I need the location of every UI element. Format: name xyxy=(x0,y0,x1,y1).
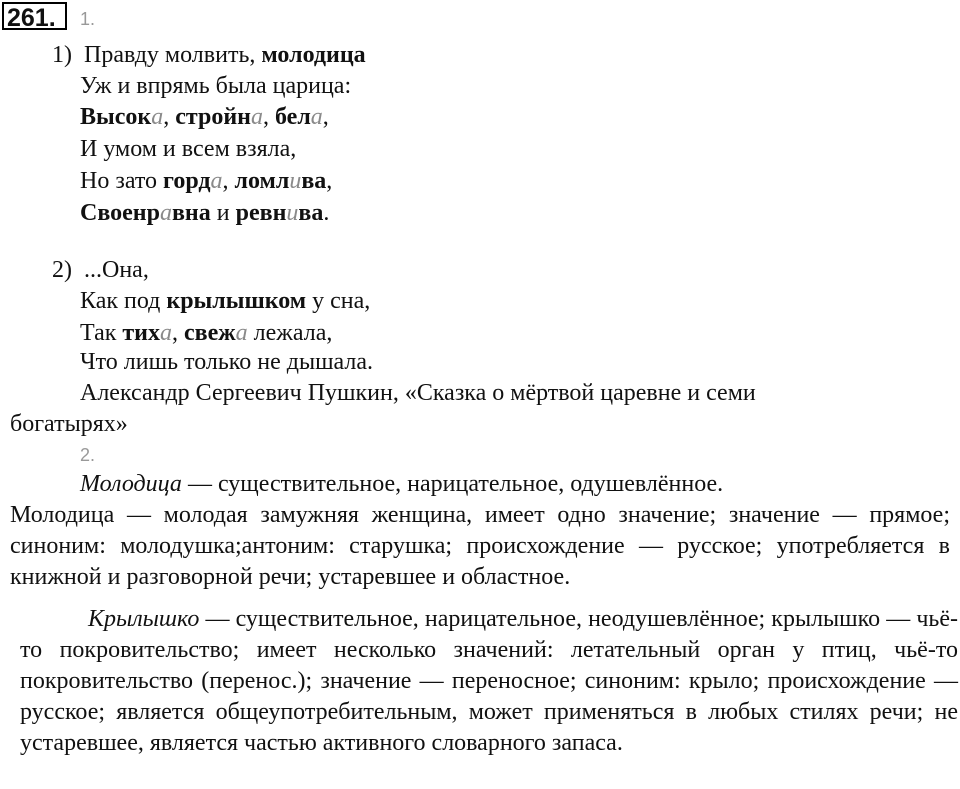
part2-label: 2. xyxy=(80,445,96,465)
word1-heading xyxy=(80,469,723,499)
text: лежала, xyxy=(247,320,333,346)
poem1-marker: 1) xyxy=(52,42,72,68)
poem2-line3 xyxy=(80,318,332,348)
poem2-marker: 2) xyxy=(52,257,72,283)
word-lomliva-suffix: ва xyxy=(301,168,327,194)
exercise-number-box xyxy=(2,2,67,30)
poem2-line1 xyxy=(52,255,149,285)
word-svoenravna-vowel: а xyxy=(159,200,172,226)
word1-head-rest: — существительное, нарицательное, одушевлённое. xyxy=(181,471,724,497)
poem1-line3 xyxy=(80,102,329,132)
word2-term: Крылышко xyxy=(88,606,200,632)
sep: , xyxy=(222,168,235,194)
source-line-1: Александр Сергеевич Пушкин, «Сказка о мёртвой царевне и семи xyxy=(80,380,756,406)
poem1-line5 xyxy=(80,166,332,196)
text: у сна, xyxy=(306,288,371,314)
part1-label: 1. xyxy=(80,9,96,29)
word1-body: Молодица — молодая замужняя женщина, имеет одно значение; значение — прямое; синоним: молодушка;антоним: старушка; происхождение — русское; употребляется в книжной и разговорной речи; устаревшее и областное. xyxy=(10,502,950,590)
word-vysoka-ending: а xyxy=(151,104,164,130)
sep: , xyxy=(262,104,275,130)
sep: , xyxy=(172,320,184,346)
word1-term: Молодица xyxy=(80,471,182,497)
text: Но зато xyxy=(80,168,164,194)
word-revniva-stem: ревн xyxy=(235,200,287,226)
word-svoenravna-stem: Своенр xyxy=(80,200,160,226)
poem1-line4: И умом и всем взяла, xyxy=(80,136,297,162)
punct: . xyxy=(323,200,330,226)
exercise-number: 261. xyxy=(7,4,56,32)
word-revniva-vowel: и xyxy=(286,200,299,226)
word-bela-stem: бел xyxy=(274,104,311,130)
poem1-line1 xyxy=(52,40,366,70)
sep: , xyxy=(163,104,176,130)
word-krylyshkom: крылышком xyxy=(166,288,307,314)
word-stroyna-ending: а xyxy=(250,104,263,130)
word-bela-ending: а xyxy=(310,104,323,130)
word-tikha-ending: а xyxy=(160,320,172,346)
source-line-2: богатырях» xyxy=(10,411,128,437)
word-gorda-ending: а xyxy=(210,168,223,194)
text: и xyxy=(210,200,236,226)
word-svezha-stem: свеж xyxy=(184,320,236,346)
word-lomliva-vowel: и xyxy=(289,168,302,194)
poem2-line4: Что лишь только не дышала. xyxy=(80,349,374,375)
word-gorda-stem: горд xyxy=(163,168,211,194)
punct: , xyxy=(326,168,333,194)
text: Так xyxy=(80,320,123,346)
poem1-line1-text: Правду молвить, xyxy=(84,42,262,68)
word2-body: — существительное, нарицательное, неодушевлённое; крылышко — чьё-то покровительство; имеет несколько значений: летательный орган у птиц, чьё-то покровительство (перенос.); значение — переносное; синоним: крыло; происхождение — русское; является общеупотребительным, может применяться в любых стилях речи; не устаревшее, является частью активного словарного запаса. xyxy=(20,606,958,756)
punct: , xyxy=(322,104,329,130)
word2-paragraph xyxy=(20,604,958,759)
poem1-line6 xyxy=(80,198,329,228)
word-revniva-suffix: ва xyxy=(298,200,324,226)
poem2-line2 xyxy=(80,286,370,316)
poem1-line2: Уж и впрямь была царица: xyxy=(80,73,352,99)
word-vysoka-stem: Высок xyxy=(80,104,152,130)
word-lomliva-stem: ломл xyxy=(234,168,290,194)
word-stroyna-stem: стройн xyxy=(175,104,251,130)
word-svoenravna-suffix: вна xyxy=(171,200,211,226)
poem1-line1-bold: молодица xyxy=(261,42,366,68)
word-tikha-stem: тих xyxy=(122,320,160,346)
text: Как под xyxy=(80,288,167,314)
word-svezha-ending: а xyxy=(235,320,248,346)
poem2-line1-text: ...Она, xyxy=(84,257,149,283)
